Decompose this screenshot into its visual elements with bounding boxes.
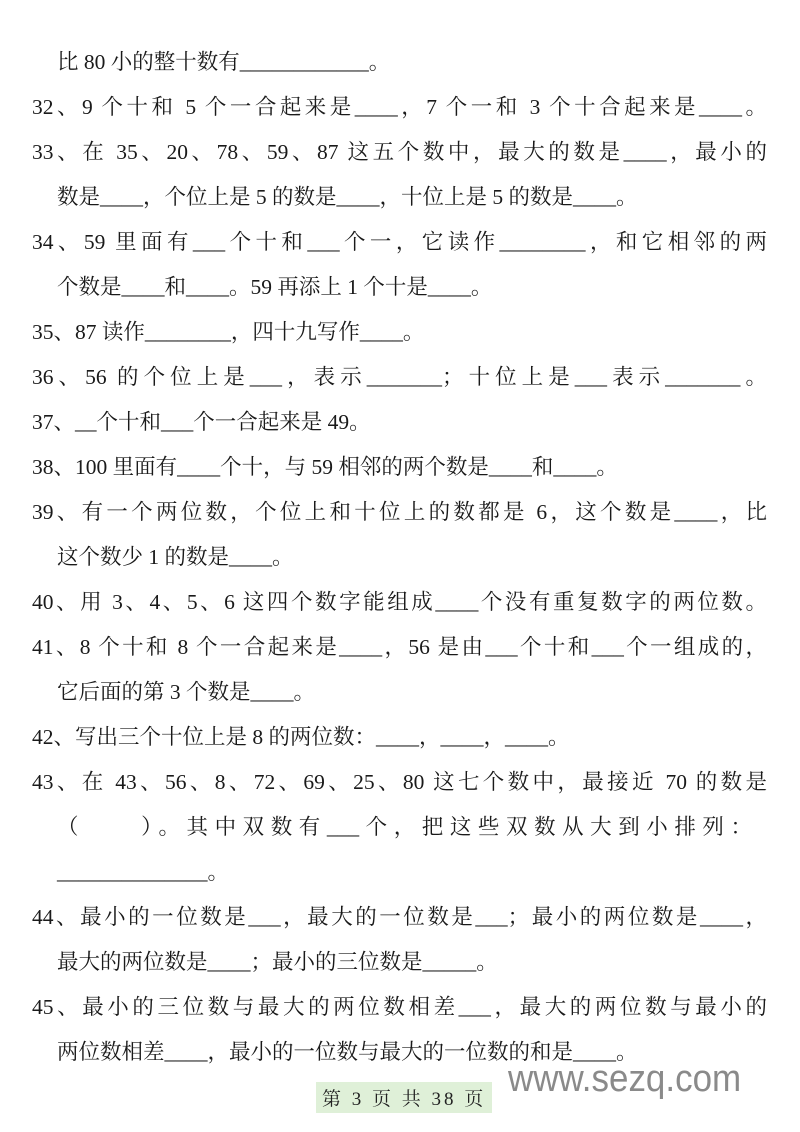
question-32: 32、9 个十和 5 个一合起来是____，7 个一和 3 个十合起来是____。 [32,95,767,119]
question-45: 45、最小的三位数与最大的两位数相差___，最大的两位数与最小的 [32,995,767,1019]
page-number: 第 3 页 共 38 页 [316,1082,492,1113]
question-43-continued: （ ）。其中双数有___个，把这些双数从大到小排列： [57,815,752,839]
question-41: 41、8 个十和 8 个一合起来是____，56 是由___个十和___个一组成的， [32,635,767,659]
question-35: 35、87 读作________，四十九写作____。 [32,320,425,344]
question-39: 39、有一个两位数，个位上和十位上的数都是 6，这个数是____，比 [32,500,767,524]
question-44: 44、最小的一位数是___，最大的一位数是___；最小的两位数是____， [32,905,767,929]
question-33: 33、在 35、20、78、59、87 这五个数中，最大的数是____，最小的 [32,140,767,164]
question-43-answer-line: ______________。 [57,860,230,884]
question-39-continued: 这个数少 1 的数是____。 [57,545,294,569]
question-33-continued: 数是____，个位上是 5 的数是____，十位上是 5 的数是____。 [57,185,638,209]
question-31-continued: 比 80 小的整十数有____________。 [57,50,391,74]
question-40: 40、用 3、4、5、6 这四个数字能组成____个没有重复数字的两位数。 [32,590,767,614]
question-34-continued: 个数是____和____。59 再添上 1 个十是____。 [57,275,493,299]
question-41-continued: 它后面的第 3 个数是____。 [57,680,316,704]
question-37: 37、__个十和___个一合起来是 49。 [32,410,371,434]
question-42: 42、写出三个十位上是 8 的两位数：____，____，____。 [32,725,570,749]
question-45-continued: 两位数相差____，最小的一位数与最大的一位数的和是____。 [57,1040,638,1064]
question-43: 43、在 43、56、8、72、69、25、80 这七个数中，最接近 70 的数是 [32,770,767,794]
worksheet-body [0,40,800,1075]
question-36: 36、56 的个位上是___，表示_______；十位上是___表示_______。 [32,365,767,389]
question-38: 38、100 里面有____个十，与 59 相邻的两个数是____和____。 [32,455,618,479]
watermark: www.sezq.com [508,1058,742,1100]
question-34: 34、59 里面有___个十和___个一，它读作________，和它相邻的两 [32,230,767,254]
question-44-continued: 最大的两位数是____；最小的三位数是_____。 [57,950,498,974]
